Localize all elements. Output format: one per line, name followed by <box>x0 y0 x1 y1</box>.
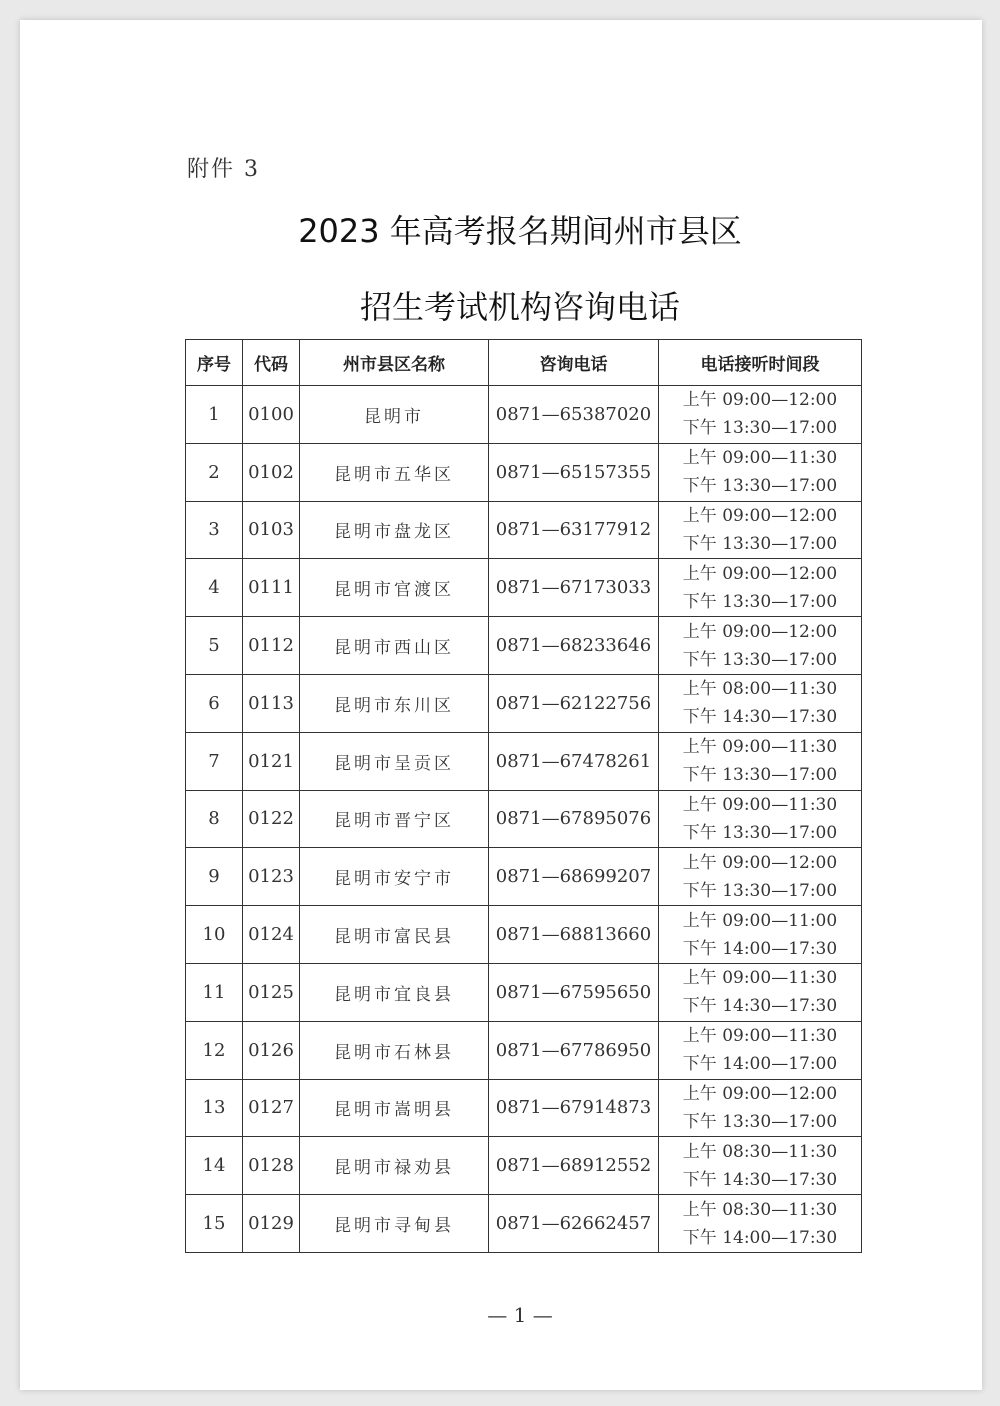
table-row <box>186 1021 862 1079</box>
serial-number-cell: 4 <box>186 559 243 617</box>
table-row <box>186 559 862 617</box>
phone-cell: 0871—68912552 <box>489 1137 659 1195</box>
region-name-cell: 昆明市石林县 <box>300 1021 489 1079</box>
afternoon-hours: 下午 14:30—17:30 <box>682 996 838 1017</box>
code-cell: 0127 <box>243 1079 300 1137</box>
answer-hours-cell <box>659 617 862 675</box>
serial-number-cell: 7 <box>186 732 243 790</box>
answer-hours-cell <box>659 386 862 444</box>
header-region-name: 州市县区名称 <box>300 340 489 386</box>
morning-hours: 上午 09:00—11:30 <box>682 794 838 815</box>
afternoon-hours: 下午 14:00—17:30 <box>682 938 838 959</box>
serial-number-cell: 9 <box>186 848 243 906</box>
serial-number-cell: 14 <box>186 1137 243 1195</box>
morning-hours: 上午 09:00—12:00 <box>682 621 838 642</box>
answer-hours-cell <box>659 443 862 501</box>
answer-hours-cell <box>659 559 862 617</box>
table-row <box>186 790 862 848</box>
phone-cell: 0871—67786950 <box>489 1021 659 1079</box>
table-row <box>186 1195 862 1253</box>
morning-hours: 上午 09:00—11:30 <box>682 1026 838 1047</box>
region-name-cell: 昆明市 <box>300 386 489 444</box>
answer-hours-cell <box>659 848 862 906</box>
answer-hours-cell <box>659 1137 862 1195</box>
serial-number-cell: 5 <box>186 617 243 675</box>
code-cell: 0126 <box>243 1021 300 1079</box>
serial-number-cell: 8 <box>186 790 243 848</box>
code-cell: 0125 <box>243 963 300 1021</box>
phone-cell: 0871—67914873 <box>489 1079 659 1137</box>
phone-cell: 0871—62662457 <box>489 1195 659 1253</box>
morning-hours: 上午 09:00—12:00 <box>682 505 838 526</box>
consultation-phone-table <box>185 339 862 1253</box>
header-phone: 咨询电话 <box>489 340 659 386</box>
morning-hours: 上午 09:00—12:00 <box>682 1083 838 1104</box>
answer-hours-cell <box>659 501 862 559</box>
afternoon-hours: 下午 13:30—17:00 <box>682 822 838 843</box>
answer-hours-cell <box>659 790 862 848</box>
phone-cell: 0871—68813660 <box>489 906 659 964</box>
document-page <box>20 20 982 1390</box>
serial-number-cell: 12 <box>186 1021 243 1079</box>
table-row <box>186 906 862 964</box>
table-row <box>186 386 862 444</box>
afternoon-hours: 下午 13:30—17:00 <box>682 418 838 439</box>
phone-cell: 0871—68699207 <box>489 848 659 906</box>
header-serial-number: 序号 <box>186 340 243 386</box>
serial-number-cell: 15 <box>186 1195 243 1253</box>
header-answer-hours: 电话接听时间段 <box>659 340 862 386</box>
afternoon-hours: 下午 13:30—17:00 <box>682 533 838 554</box>
region-name-cell: 昆明市禄劝县 <box>300 1137 489 1195</box>
table-row <box>186 501 862 559</box>
code-cell: 0100 <box>243 386 300 444</box>
phone-cell: 0871—65387020 <box>489 386 659 444</box>
afternoon-hours: 下午 13:30—17:00 <box>682 765 838 786</box>
morning-hours: 上午 09:00—11:30 <box>682 448 838 469</box>
code-cell: 0124 <box>243 906 300 964</box>
table-row <box>186 732 862 790</box>
region-name-cell: 昆明市安宁市 <box>300 848 489 906</box>
table-header-row <box>186 340 862 386</box>
phone-cell: 0871—68233646 <box>489 617 659 675</box>
morning-hours: 上午 09:00—12:00 <box>682 390 838 411</box>
table-row <box>186 443 862 501</box>
morning-hours: 上午 09:00—11:00 <box>682 910 838 931</box>
table-row <box>186 848 862 906</box>
header-code: 代码 <box>243 340 300 386</box>
region-name-cell: 昆明市寻甸县 <box>300 1195 489 1253</box>
table-body <box>186 386 862 1253</box>
morning-hours: 上午 08:00—11:30 <box>682 679 838 700</box>
afternoon-hours: 下午 14:00—17:00 <box>682 1054 838 1075</box>
document-title-line1: 2023 年高考报名期间州市县区 <box>298 212 742 250</box>
answer-hours-cell <box>659 906 862 964</box>
answer-hours-cell <box>659 963 862 1021</box>
region-name-cell: 昆明市西山区 <box>300 617 489 675</box>
code-cell: 0111 <box>243 559 300 617</box>
table-row <box>186 674 862 732</box>
region-name-cell: 昆明市东川区 <box>300 674 489 732</box>
region-name-cell: 昆明市呈贡区 <box>300 732 489 790</box>
answer-hours-cell <box>659 1021 862 1079</box>
table-row <box>186 963 862 1021</box>
code-cell: 0128 <box>243 1137 300 1195</box>
page-number: — 1 — <box>487 1303 553 1327</box>
code-cell: 0113 <box>243 674 300 732</box>
table-row <box>186 1137 862 1195</box>
region-name-cell: 昆明市嵩明县 <box>300 1079 489 1137</box>
answer-hours-cell <box>659 1195 862 1253</box>
serial-number-cell: 11 <box>186 963 243 1021</box>
region-name-cell: 昆明市五华区 <box>300 443 489 501</box>
morning-hours: 上午 08:30—11:30 <box>682 1199 838 1220</box>
table-row <box>186 617 862 675</box>
morning-hours: 上午 08:30—11:30 <box>682 1141 838 1162</box>
region-name-cell: 昆明市官渡区 <box>300 559 489 617</box>
serial-number-cell: 1 <box>186 386 243 444</box>
document-title-line2: 招生考试机构咨询电话 <box>359 288 680 326</box>
code-cell: 0129 <box>243 1195 300 1253</box>
code-cell: 0112 <box>243 617 300 675</box>
code-cell: 0103 <box>243 501 300 559</box>
afternoon-hours: 下午 13:30—17:00 <box>682 1111 838 1132</box>
phone-cell: 0871—67478261 <box>489 732 659 790</box>
serial-number-cell: 10 <box>186 906 243 964</box>
answer-hours-cell <box>659 732 862 790</box>
code-cell: 0102 <box>243 443 300 501</box>
phone-cell: 0871—63177912 <box>489 501 659 559</box>
region-name-cell: 昆明市晋宁区 <box>300 790 489 848</box>
afternoon-hours: 下午 13:30—17:00 <box>682 649 838 670</box>
phone-cell: 0871—62122756 <box>489 674 659 732</box>
afternoon-hours: 下午 13:30—17:00 <box>682 591 838 612</box>
phone-cell: 0871—67895076 <box>489 790 659 848</box>
table-row <box>186 1079 862 1137</box>
code-cell: 0121 <box>243 732 300 790</box>
afternoon-hours: 下午 14:30—17:30 <box>682 707 838 728</box>
morning-hours: 上午 09:00—12:00 <box>682 852 838 873</box>
serial-number-cell: 13 <box>186 1079 243 1137</box>
attachment-label: 附件 3 <box>187 157 260 182</box>
morning-hours: 上午 09:00—11:30 <box>682 968 838 989</box>
region-name-cell: 昆明市宜良县 <box>300 963 489 1021</box>
code-cell: 0123 <box>243 848 300 906</box>
answer-hours-cell <box>659 1079 862 1137</box>
morning-hours: 上午 09:00—11:30 <box>682 737 838 758</box>
afternoon-hours: 下午 13:30—17:00 <box>682 476 838 497</box>
serial-number-cell: 2 <box>186 443 243 501</box>
morning-hours: 上午 09:00—12:00 <box>682 563 838 584</box>
phone-cell: 0871—65157355 <box>489 443 659 501</box>
phone-cell: 0871—67595650 <box>489 963 659 1021</box>
region-name-cell: 昆明市富民县 <box>300 906 489 964</box>
phone-cell: 0871—67173033 <box>489 559 659 617</box>
region-name-cell: 昆明市盘龙区 <box>300 501 489 559</box>
afternoon-hours: 下午 14:30—17:30 <box>682 1169 838 1190</box>
serial-number-cell: 3 <box>186 501 243 559</box>
serial-number-cell: 6 <box>186 674 243 732</box>
answer-hours-cell <box>659 674 862 732</box>
afternoon-hours: 下午 14:00—17:30 <box>682 1227 838 1248</box>
code-cell: 0122 <box>243 790 300 848</box>
afternoon-hours: 下午 13:30—17:00 <box>682 880 838 901</box>
